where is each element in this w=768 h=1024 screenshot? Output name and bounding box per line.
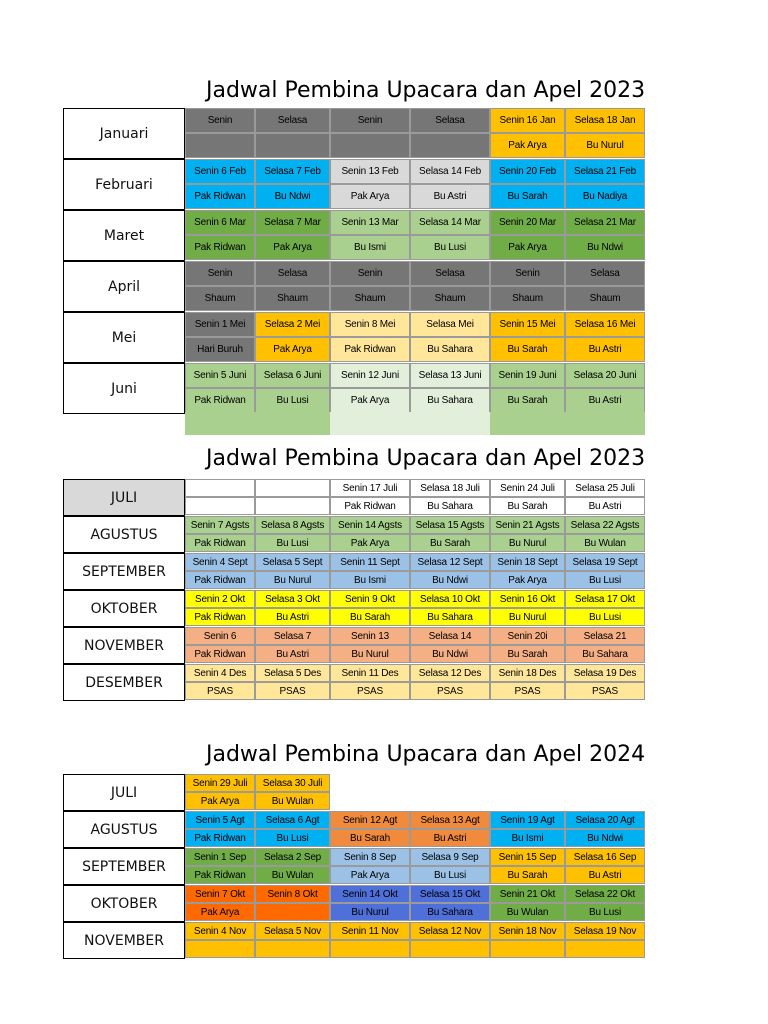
empty-cell	[565, 792, 645, 810]
month-label: SEPTEMBER	[63, 848, 185, 885]
date-cell: Senin 11 Sept	[330, 553, 410, 571]
date-cell	[185, 479, 255, 497]
title-2023-semester-2: Jadwal Pembina Upacara dan Apel 2023	[206, 446, 646, 471]
officer-cell: Bu Nurul	[330, 903, 410, 921]
month-label: Januari	[63, 108, 185, 159]
date-cell: Senin 5 Juni	[185, 363, 255, 388]
officer-cell: Bu Sarah	[490, 497, 565, 515]
officer-cell: Bu Sarah	[490, 645, 565, 663]
date-cell: Selasa 20 Agt	[565, 811, 645, 829]
officer-cell: Bu Nurul	[255, 571, 330, 589]
month-row	[63, 210, 645, 261]
officer-cell: Pak Ridwan	[185, 184, 255, 209]
officer-cell: Bu Sarah	[490, 184, 565, 209]
officer-cell: Pak Ridwan	[185, 534, 255, 552]
officer-cell	[330, 133, 410, 158]
date-cell: Selasa	[255, 261, 330, 286]
officer-cell: Pak Arya	[255, 235, 330, 260]
table-2024-viewport	[0, 770, 768, 949]
date-cell: Senin	[490, 261, 565, 286]
date-cell: Selasa Mei	[410, 312, 490, 337]
schedule-table-2024	[63, 774, 645, 959]
date-cell: Senin 1 Sep	[185, 848, 255, 866]
extra-cell-pale	[330, 412, 490, 435]
month-row	[63, 363, 645, 414]
month-row	[63, 664, 645, 701]
date-cell: Senin	[330, 261, 410, 286]
date-cell: Selasa 8 Agsts	[255, 516, 330, 534]
date-cell: Selasa 21 Mar	[565, 210, 645, 235]
date-cell: Selasa 5 Nov	[255, 922, 330, 940]
officer-cell: Bu Astri	[565, 497, 645, 515]
officer-cell: Bu Astri	[410, 829, 490, 847]
month-label: JULI	[63, 479, 185, 516]
officer-cell: Bu Lusi	[565, 903, 645, 921]
officer-cell: Bu Nurul	[330, 645, 410, 663]
officer-cell: Bu Nadiya	[565, 184, 645, 209]
date-cell: Selasa 30 Juli	[255, 774, 330, 792]
month-label: DESEMBER	[63, 664, 185, 701]
date-cell: Selasa 13 Juni	[410, 363, 490, 388]
date-cell: Selasa	[410, 108, 490, 133]
month-label: NOVEMBER	[63, 922, 185, 959]
date-cell: Selasa 14 Mar	[410, 210, 490, 235]
month-row	[63, 261, 645, 312]
date-cell: Selasa 13 Agt	[410, 811, 490, 829]
officer-cell: Pak Arya	[330, 388, 410, 413]
officer-cell	[255, 903, 330, 921]
date-cell: Selasa	[565, 261, 645, 286]
date-cell: Selasa 18 Jan	[565, 108, 645, 133]
officer-cell: Pak Arya	[330, 534, 410, 552]
officer-cell: Pak Arya	[490, 571, 565, 589]
date-cell: Senin 21 Agsts	[490, 516, 565, 534]
date-cell: Senin 15 Sep	[490, 848, 565, 866]
officer-cell: Bu Wulan	[255, 866, 330, 884]
officer-cell: Bu Astri	[565, 337, 645, 362]
date-cell: Senin 12 Agt	[330, 811, 410, 829]
date-cell: Selasa	[410, 261, 490, 286]
month-label: Juni	[63, 363, 185, 414]
date-cell: Senin 19 Agt	[490, 811, 565, 829]
date-cell: Selasa 19 Nov	[565, 922, 645, 940]
officer-cell: Bu Ismi	[330, 235, 410, 260]
month-label: Mei	[63, 312, 185, 363]
date-cell: Senin 20i	[490, 627, 565, 645]
date-cell: Senin 24 Juli	[490, 479, 565, 497]
date-cell: Selasa 7	[255, 627, 330, 645]
date-cell: Selasa 5 Des	[255, 664, 330, 682]
date-cell: Senin 20 Feb	[490, 159, 565, 184]
date-cell: Selasa 19 Des	[565, 664, 645, 682]
date-cell: Senin 6 Feb	[185, 159, 255, 184]
officer-cell: Shaum	[410, 286, 490, 311]
date-cell: Senin 7 Agsts	[185, 516, 255, 534]
date-cell: Selasa 3 Okt	[255, 590, 330, 608]
officer-cell: Bu Astri	[565, 866, 645, 884]
officer-cell: Pak Ridwan	[330, 337, 410, 362]
date-cell: Senin 16 Okt	[490, 590, 565, 608]
officer-cell: Pak Arya	[185, 903, 255, 921]
officer-cell: Bu Sarah	[490, 866, 565, 884]
officer-cell: Pak Arya	[255, 337, 330, 362]
officer-cell: Bu Astri	[255, 645, 330, 663]
officer-cell: Pak Ridwan	[185, 571, 255, 589]
officer-cell: Bu Lusi	[565, 571, 645, 589]
officer-cell: PSAS	[565, 682, 645, 700]
title-2024: Jadwal Pembina Upacara dan Apel 2024	[206, 742, 646, 767]
officer-cell: PSAS	[330, 682, 410, 700]
officer-cell	[185, 940, 255, 958]
date-cell: Selasa 25 Juli	[565, 479, 645, 497]
date-cell: Senin 14 Agsts	[330, 516, 410, 534]
date-cell: Senin	[185, 261, 255, 286]
officer-cell: Bu Ndwi	[565, 829, 645, 847]
officer-cell: PSAS	[490, 682, 565, 700]
officer-cell: Pak Arya	[490, 235, 565, 260]
officer-cell	[185, 497, 255, 515]
officer-cell: Shaum	[185, 286, 255, 311]
date-cell: Selasa 2 Sep	[255, 848, 330, 866]
officer-cell: Bu Sarah	[330, 829, 410, 847]
officer-cell: Bu Nurul	[490, 608, 565, 626]
officer-cell: Bu Ndwi	[255, 184, 330, 209]
date-cell: Selasa 9 Sep	[410, 848, 490, 866]
officer-cell: PSAS	[255, 682, 330, 700]
officer-cell	[565, 940, 645, 958]
officer-cell: Bu Wulan	[255, 792, 330, 810]
schedule-table-2023-jul-dec	[63, 479, 645, 701]
month-row	[63, 553, 645, 590]
officer-cell: Bu Astri	[410, 184, 490, 209]
officer-cell: Bu Lusi	[255, 829, 330, 847]
date-cell: Senin 1 Mei	[185, 312, 255, 337]
officer-cell: Pak Ridwan	[185, 608, 255, 626]
date-cell: Senin 8 Sep	[330, 848, 410, 866]
month-row	[63, 312, 645, 363]
officer-cell: Bu Sarah	[490, 388, 565, 413]
officer-cell	[410, 133, 490, 158]
month-label: SEPTEMBER	[63, 553, 185, 590]
date-cell: Selasa 17 Okt	[565, 590, 645, 608]
title-2023-semester-1: Jadwal Pembina Upacara dan Apel 2023	[206, 78, 646, 103]
officer-cell	[410, 940, 490, 958]
officer-cell: Pak Ridwan	[185, 829, 255, 847]
officer-cell: Shaum	[565, 286, 645, 311]
date-cell: Selasa 10 Okt	[410, 590, 490, 608]
officer-cell: Shaum	[330, 286, 410, 311]
officer-cell: Bu Sahara	[410, 608, 490, 626]
date-cell: Selasa 16 Sep	[565, 848, 645, 866]
empty-cell	[565, 774, 645, 792]
month-row	[63, 848, 645, 885]
date-cell: Selasa 20 Juni	[565, 363, 645, 388]
date-cell: Selasa 12 Nov	[410, 922, 490, 940]
officer-cell: Bu Sarah	[490, 337, 565, 362]
officer-cell: Bu Sahara	[410, 497, 490, 515]
officer-cell: Bu Lusi	[410, 866, 490, 884]
month-label: AGUSTUS	[63, 516, 185, 553]
date-cell: Selasa 21	[565, 627, 645, 645]
officer-cell: Shaum	[255, 286, 330, 311]
month-label: OKTOBER	[63, 885, 185, 922]
officer-cell: Bu Astri	[255, 608, 330, 626]
officer-cell: Bu Sarah	[410, 534, 490, 552]
officer-cell: Pak Arya	[330, 866, 410, 884]
month-label: Februari	[63, 159, 185, 210]
month-label: April	[63, 261, 185, 312]
date-cell: Selasa	[255, 108, 330, 133]
date-cell: Selasa 5 Sept	[255, 553, 330, 571]
date-cell: Selasa 2 Mei	[255, 312, 330, 337]
officer-cell: Bu Wulan	[565, 534, 645, 552]
officer-cell: Pak Arya	[185, 792, 255, 810]
officer-cell: Bu Ismi	[330, 571, 410, 589]
month-label: AGUSTUS	[63, 811, 185, 848]
officer-cell: PSAS	[185, 682, 255, 700]
officer-cell: Bu Nurul	[565, 133, 645, 158]
date-cell: Senin 18 Des	[490, 664, 565, 682]
date-cell: Senin 20 Mar	[490, 210, 565, 235]
date-cell: Selasa 14	[410, 627, 490, 645]
officer-cell: Bu Ndwi	[410, 645, 490, 663]
month-label: OKTOBER	[63, 590, 185, 627]
date-cell: Senin 18 Nov	[490, 922, 565, 940]
officer-cell: Bu Sahara	[410, 388, 490, 413]
empty-cell	[490, 792, 565, 810]
officer-cell: PSAS	[410, 682, 490, 700]
date-cell: Senin 5 Agt	[185, 811, 255, 829]
month-label: JULI	[63, 774, 185, 811]
date-cell	[255, 479, 330, 497]
date-cell: Senin 8 Mei	[330, 312, 410, 337]
date-cell: Selasa 22 Okt	[565, 885, 645, 903]
empty-cell	[410, 774, 490, 792]
date-cell: Senin 4 Des	[185, 664, 255, 682]
officer-cell	[185, 133, 255, 158]
officer-cell: Bu Wulan	[490, 903, 565, 921]
date-cell: Senin 16 Jan	[490, 108, 565, 133]
date-cell: Senin 14 Okt	[330, 885, 410, 903]
date-cell: Senin 18 Sept	[490, 553, 565, 571]
month-label: Maret	[63, 210, 185, 261]
date-cell: Selasa 12 Des	[410, 664, 490, 682]
officer-cell: Pak Arya	[490, 133, 565, 158]
officer-cell: Pak Ridwan	[185, 645, 255, 663]
officer-cell	[255, 940, 330, 958]
officer-cell: Hari Buruh	[185, 337, 255, 362]
date-cell: Selasa 15 Okt	[410, 885, 490, 903]
officer-cell: Pak Ridwan	[185, 235, 255, 260]
date-cell: Senin 7 Okt	[185, 885, 255, 903]
month-row	[63, 774, 645, 811]
officer-cell: Bu Sahara	[565, 645, 645, 663]
date-cell: Selasa 21 Feb	[565, 159, 645, 184]
month-row	[63, 516, 645, 553]
date-cell: Senin 29 Juli	[185, 774, 255, 792]
officer-cell	[490, 940, 565, 958]
date-cell: Senin 15 Mei	[490, 312, 565, 337]
month-row	[63, 159, 645, 210]
date-cell: Senin 13	[330, 627, 410, 645]
month-row	[63, 811, 645, 848]
date-cell: Senin 13 Feb	[330, 159, 410, 184]
date-cell: Selasa 12 Sept	[410, 553, 490, 571]
date-cell: Selasa 22 Agsts	[565, 516, 645, 534]
officer-cell: Pak Arya	[330, 184, 410, 209]
date-cell: Selasa 6 Agt	[255, 811, 330, 829]
date-cell: Senin	[185, 108, 255, 133]
officer-cell: Bu Lusi	[255, 388, 330, 413]
empty-cell	[410, 792, 490, 810]
officer-cell	[330, 940, 410, 958]
date-cell: Selasa 7 Mar	[255, 210, 330, 235]
date-cell: Senin 21 Okt	[490, 885, 565, 903]
month-row	[63, 885, 645, 922]
date-cell: Senin 4 Sept	[185, 553, 255, 571]
officer-cell: Shaum	[490, 286, 565, 311]
extra-cell-green-2	[490, 412, 645, 435]
date-cell: Senin 8 Okt	[255, 885, 330, 903]
officer-cell: Pak Ridwan	[330, 497, 410, 515]
date-cell: Selasa 19 Sept	[565, 553, 645, 571]
schedule-table-2023-jan-jun	[63, 108, 645, 414]
month-row	[63, 479, 645, 516]
officer-cell: Bu Sarah	[330, 608, 410, 626]
month-row	[63, 108, 645, 159]
date-cell: Senin 2 Okt	[185, 590, 255, 608]
date-cell: Selasa 14 Feb	[410, 159, 490, 184]
officer-cell	[255, 133, 330, 158]
officer-cell: Pak Ridwan	[185, 866, 255, 884]
month-label: NOVEMBER	[63, 627, 185, 664]
officer-cell: Bu Ndwi	[410, 571, 490, 589]
officer-cell: Bu Ndwi	[565, 235, 645, 260]
officer-cell: Bu Lusi	[565, 608, 645, 626]
date-cell: Senin 4 Nov	[185, 922, 255, 940]
officer-cell: Pak Ridwan	[185, 388, 255, 413]
empty-cell	[330, 792, 410, 810]
date-cell: Selasa 18 Juli	[410, 479, 490, 497]
date-cell: Senin 6 Mar	[185, 210, 255, 235]
date-cell: Senin 12 Juni	[330, 363, 410, 388]
month-row	[63, 922, 645, 959]
officer-cell: Bu Nurul	[490, 534, 565, 552]
date-cell: Senin 17 Juli	[330, 479, 410, 497]
date-cell: Senin 11 Des	[330, 664, 410, 682]
date-cell: Senin 11 Nov	[330, 922, 410, 940]
officer-cell: Bu Sahara	[410, 903, 490, 921]
empty-cell	[330, 774, 410, 792]
officer-cell: Bu Lusi	[255, 534, 330, 552]
officer-cell: Bu Astri	[565, 388, 645, 413]
date-cell: Senin 19 Juni	[490, 363, 565, 388]
date-cell: Selasa 16 Mei	[565, 312, 645, 337]
date-cell: Selasa 7 Feb	[255, 159, 330, 184]
officer-cell: Bu Ismi	[490, 829, 565, 847]
month-row	[63, 590, 645, 627]
officer-cell	[255, 497, 330, 515]
date-cell: Senin 9 Okt	[330, 590, 410, 608]
date-cell: Selasa 15 Agsts	[410, 516, 490, 534]
date-cell: Selasa 6 Juni	[255, 363, 330, 388]
extra-cell-green	[185, 412, 330, 435]
date-cell: Senin 13 Mar	[330, 210, 410, 235]
date-cell: Senin	[330, 108, 410, 133]
officer-cell: Bu Lusi	[410, 235, 490, 260]
empty-cell	[490, 774, 565, 792]
officer-cell: Bu Sahara	[410, 337, 490, 362]
date-cell: Senin 6	[185, 627, 255, 645]
month-row	[63, 627, 645, 664]
